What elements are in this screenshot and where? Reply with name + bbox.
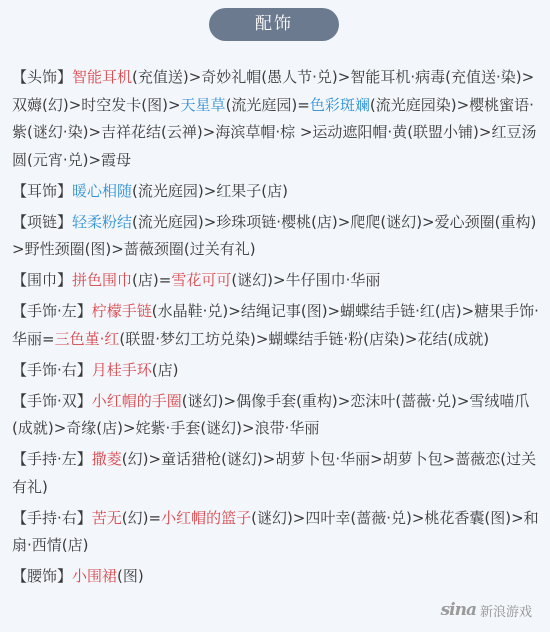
slot-tag: 【项链】 bbox=[12, 212, 73, 231]
highlighted-item-name: 柠檬手链 bbox=[91, 302, 152, 320]
highlighted-item-name: 色彩斑斓 bbox=[309, 95, 370, 114]
item-text: (流光庭园)>珍珠项链·樱桃(店)>爬爬(谜幻)>爱心颈圈(重构)>野性颈圈(图)>蔷薇颈圈(过关有礼) bbox=[12, 212, 537, 258]
item-text: (谜幻)>四叶幸(蔷薇·兑)>桃花香囊(图)>和扇·西情(店) bbox=[12, 508, 539, 554]
item-text: (幻)>童话猎枪(谜幻)>胡萝卜包·华丽>胡萝卜包>蔷薇恋(过关有礼) bbox=[12, 450, 537, 496]
slot-tag: 【头饰】 bbox=[12, 68, 73, 86]
watermark-text: 新浪游戏 bbox=[479, 604, 532, 620]
item-text: (谜幻)>偶像手套(重构)>恋沫叶(蔷薇·兑)>雪绒喵爪(成就)>奇缘(店)>姹紫·手套(谜幻)>浪带·华丽 bbox=[12, 391, 530, 437]
highlighted-item-name: 智能耳机 bbox=[72, 68, 133, 86]
accessory-entry bbox=[12, 505, 540, 560]
slot-tag: 【耳饰】 bbox=[12, 181, 73, 200]
item-text: (流光庭园染)>樱桃蜜语·紫(谜幻·染)>吉祥花结(云禅)>海滨草帽·棕 >运动遮阳帽·黄(联盟小铺)>红豆汤圆(元宵·兑)>霞母 bbox=[12, 95, 537, 169]
highlighted-item-name: 拼色围巾 bbox=[72, 271, 133, 289]
accessory-entry bbox=[12, 388, 540, 443]
item-text: (幻)= bbox=[121, 508, 162, 527]
item-text: (店) bbox=[151, 360, 179, 379]
highlighted-item-name: 三色堇·红 bbox=[54, 329, 120, 348]
highlighted-item-name: 月桂手环 bbox=[91, 360, 152, 379]
section-title-pill: 配饰 bbox=[209, 8, 339, 41]
slot-tag: 【围巾】 bbox=[12, 271, 73, 289]
accessory-entry bbox=[12, 267, 540, 295]
accessory-entry bbox=[12, 298, 540, 353]
accessory-entry bbox=[12, 178, 540, 206]
item-text: (谜幻)>牛仔围巾·华丽 bbox=[231, 271, 381, 289]
item-text: (流光庭园)= bbox=[225, 95, 310, 114]
item-text: (图) bbox=[117, 567, 144, 585]
slot-tag: 【手持·左】 bbox=[12, 450, 92, 468]
slot-tag: 【腰饰】 bbox=[12, 567, 73, 585]
item-text: (水晶鞋·兑)>结绳记事(图)>蝴蝶结手链·红(店)>糖果手饰·华丽= bbox=[12, 302, 539, 348]
accessory-entry bbox=[12, 446, 540, 501]
highlighted-item-name: 小红帽的篮子 bbox=[161, 508, 252, 527]
highlighted-item-name: 轻柔粉结 bbox=[72, 212, 133, 231]
highlighted-item-name: 小红帽的手圈 bbox=[91, 391, 182, 410]
accessory-entry bbox=[12, 563, 540, 591]
highlighted-item-name: 撒菱 bbox=[91, 450, 122, 468]
item-text: (充值送)>奇妙礼帽(愚人节·兑)>智能耳机·病毒(充值送·染)>双薅(幻)>时空发卡(图)> bbox=[12, 68, 535, 114]
item-text: (流光庭园)>红果子(店) bbox=[132, 181, 289, 200]
highlighted-item-name: 天星草 bbox=[180, 95, 226, 114]
accessory-entry bbox=[12, 209, 540, 264]
item-text: (店)= bbox=[132, 271, 172, 289]
highlighted-item-name: 暖心相随 bbox=[72, 181, 133, 200]
accessory-entry bbox=[12, 357, 540, 385]
slot-tag: 【手饰·左】 bbox=[12, 302, 92, 320]
slot-tag: 【手饰·双】 bbox=[12, 391, 92, 410]
highlighted-item-name: 苦无 bbox=[91, 508, 122, 527]
sina-watermark bbox=[441, 598, 532, 622]
item-text: (联盟·梦幻工坊兑染)>蝴蝶结手链·粉(店染)>花结(成就) bbox=[119, 329, 490, 348]
accessory-entry bbox=[12, 64, 540, 174]
sina-logo-icon: sina bbox=[440, 600, 476, 620]
highlighted-item-name: 小围裙 bbox=[72, 567, 118, 585]
highlighted-item-name: 雪花可可 bbox=[171, 271, 232, 289]
slot-tag: 【手持·右】 bbox=[12, 508, 92, 527]
accessory-list bbox=[12, 64, 540, 594]
slot-tag: 【手饰·右】 bbox=[12, 360, 92, 379]
